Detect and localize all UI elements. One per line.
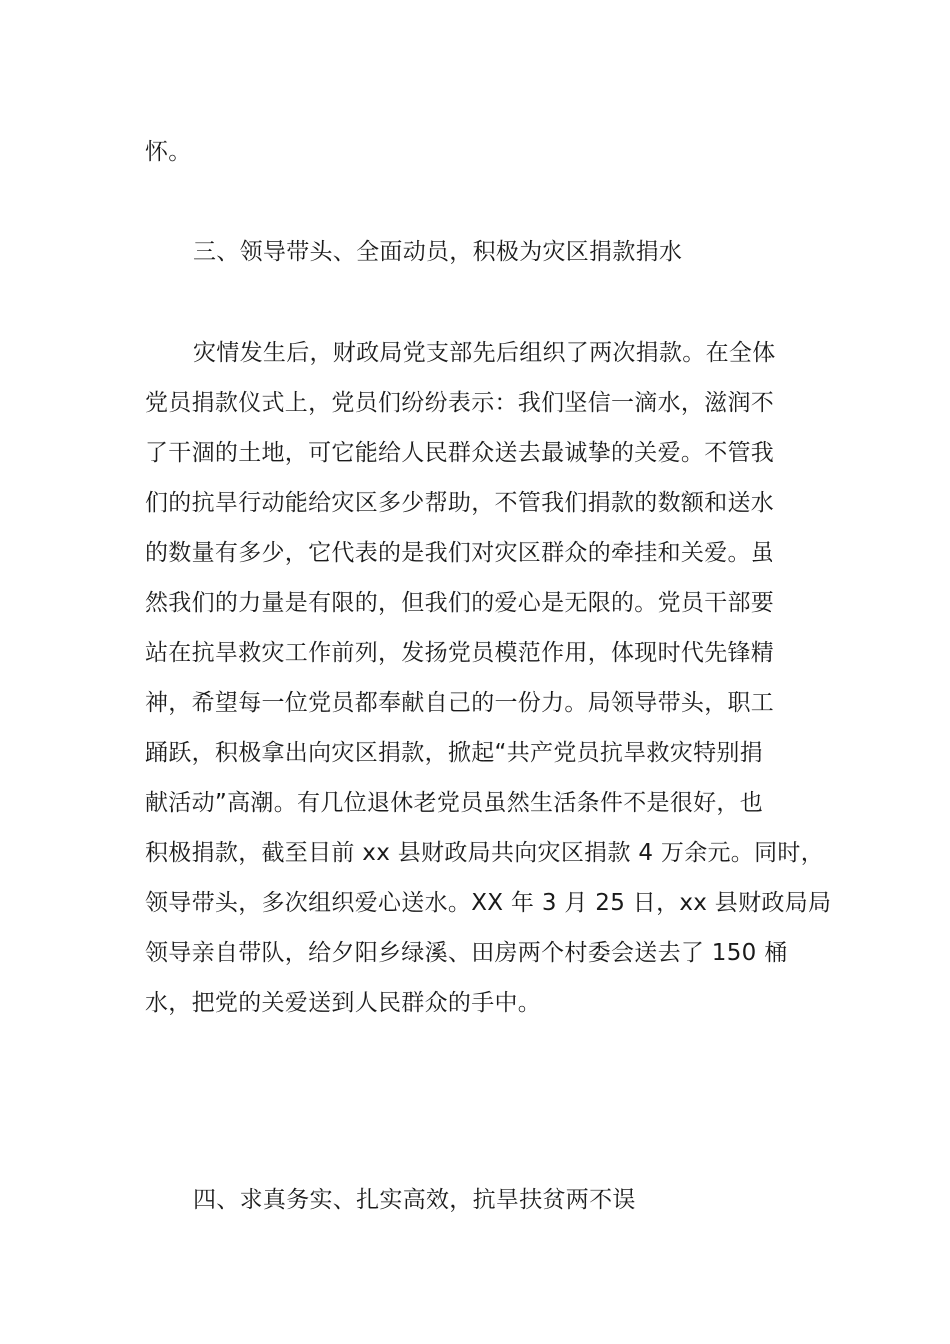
- paragraph-line: 的数量有多少，它代表的是我们对灾区群众的牵挂和关爱。虽: [145, 540, 775, 566]
- paragraph-line: 领导带头，多次组织爱心送水。XX 年 3 月 25 日，xx 县财政局局: [145, 890, 832, 916]
- section-heading-4: 四、求真务实、扎实高效，抗旱扶贫两不误: [193, 1187, 636, 1213]
- paragraph-line: 站在抗旱救灾工作前列，发扬党员模范作用，体现时代先锋精: [145, 640, 775, 666]
- paragraph-line: 神，希望每一位党员都奉献自己的一份力。局领导带头，职工: [145, 690, 775, 716]
- paragraph-line: 们的抗旱行动能给灾区多少帮助，不管我们捐款的数额和送水: [145, 490, 775, 516]
- paragraph-line: 踊跃，积极拿出向灾区捐款，掀起“共产党员抗旱救灾特别捐: [145, 740, 764, 766]
- paragraph-line: 献活动”高潮。有几位退休老党员虽然生活条件不是很好，也: [145, 790, 764, 816]
- paragraph-line: 了干涸的土地，可它能给人民群众送去最诚挚的关爱。不管我: [145, 440, 775, 466]
- paragraph-line: 水，把党的关爱送到人民群众的手中。: [145, 990, 542, 1016]
- continuation-text: 怀。: [145, 139, 192, 165]
- paragraph-line: 然我们的力量是有限的，但我们的爱心是无限的。党员干部要: [145, 590, 775, 616]
- paragraph-line: 灾情发生后，财政局党支部先后组织了两次捐款。在全体: [193, 340, 776, 366]
- section-heading-3: 三、领导带头、全面动员，积极为灾区捐款捐水: [193, 239, 683, 265]
- paragraph-line: 领导亲自带队，给夕阳乡绿溪、田房两个村委会送去了 150 桶: [145, 940, 788, 966]
- paragraph-line: 积极捐款，截至目前 xx 县财政局共向灾区捐款 4 万余元。同时，: [145, 840, 824, 866]
- paragraph-line: 党员捐款仪式上，党员们纷纷表示：我们坚信一滴水，滋润不: [145, 390, 775, 416]
